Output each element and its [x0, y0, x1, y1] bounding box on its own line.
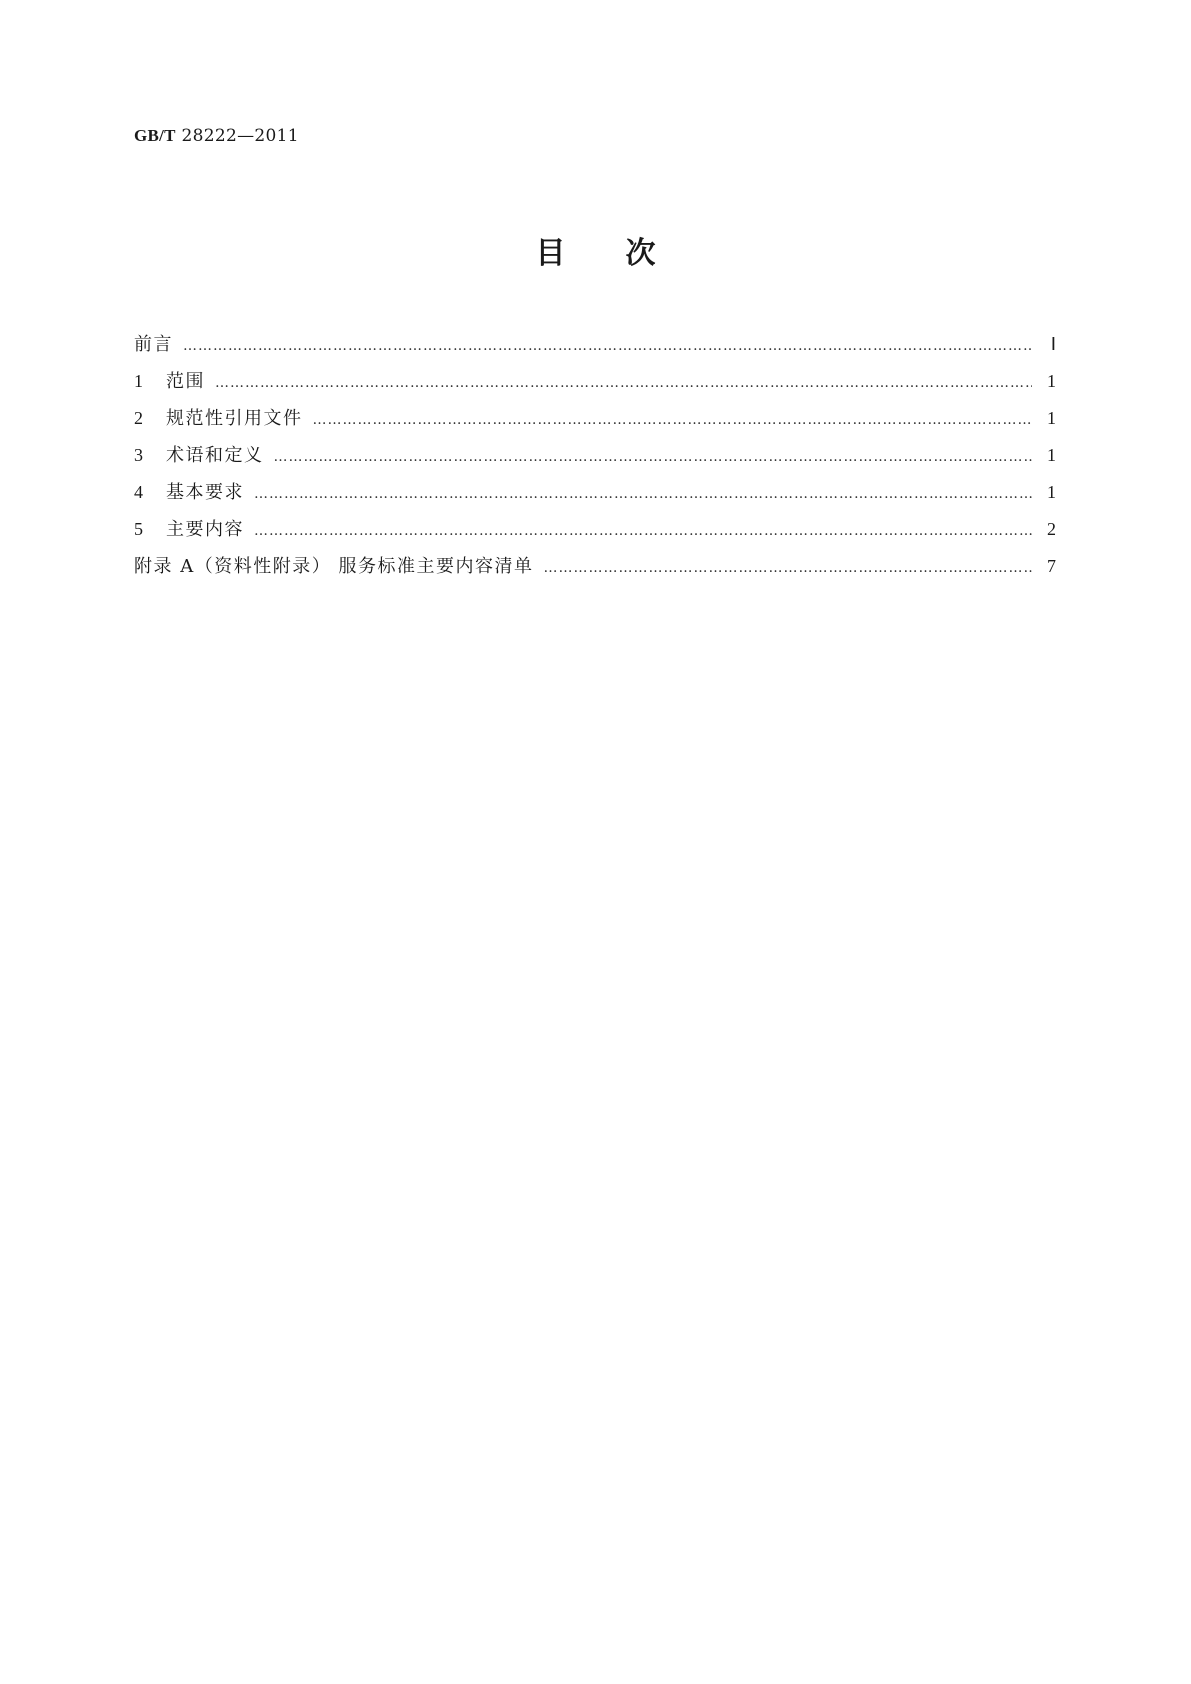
toc-entry-number: 1	[134, 371, 143, 391]
toc-entry-label: 主要内容	[166, 519, 244, 540]
toc-entry-number: 3	[134, 445, 143, 465]
toc-entry-normative-references[interactable]	[134, 400, 1056, 437]
toc-leader-dots	[254, 513, 1032, 550]
toc-entry-number: 2	[134, 408, 143, 428]
toc-entry-page: 2	[1047, 519, 1056, 539]
toc-entry-number: 5	[134, 519, 143, 539]
toc-entry-page: 7	[1047, 556, 1056, 576]
toc-entry-foreword[interactable]	[134, 326, 1056, 363]
toc-entry-label: 附录 A（资料性附录） 服务标准主要内容清单	[134, 556, 534, 577]
table-of-contents	[134, 326, 1056, 585]
toc-leader-dots	[183, 328, 1032, 365]
toc-entry-scope[interactable]	[134, 363, 1056, 400]
toc-entry-page: 1	[1047, 445, 1056, 465]
toc-entry-page: Ⅰ	[1050, 334, 1056, 354]
toc-entry-number: 4	[134, 482, 143, 502]
toc-entry-annex-a[interactable]	[134, 548, 1056, 585]
toc-entry-terms-definitions[interactable]	[134, 437, 1056, 474]
toc-leader-dots	[254, 476, 1032, 513]
toc-entry-label: 规范性引用文件	[166, 408, 303, 429]
toc-entry-page: 1	[1047, 408, 1056, 428]
toc-entry-label: 前言	[134, 334, 173, 355]
toc-entry-page: 1	[1047, 482, 1056, 502]
toc-entry-label: 范围	[166, 371, 205, 392]
toc-entry-basic-requirements[interactable]	[134, 474, 1056, 511]
toc-entry-label: 基本要求	[166, 482, 244, 503]
toc-entry-label: 术语和定义	[166, 445, 264, 466]
toc-leader-dots	[274, 439, 1033, 476]
document-code	[134, 126, 299, 146]
toc-entry-main-content[interactable]	[134, 511, 1056, 548]
document-code-prefix: GB/T	[134, 126, 176, 145]
toc-entry-page: 1	[1047, 371, 1056, 391]
toc-leader-dots	[215, 365, 1032, 402]
document-code-number: 28222—2011	[181, 126, 299, 146]
toc-leader-dots	[313, 402, 1033, 439]
page-title: 目次	[535, 236, 716, 271]
toc-leader-dots	[543, 550, 1032, 587]
